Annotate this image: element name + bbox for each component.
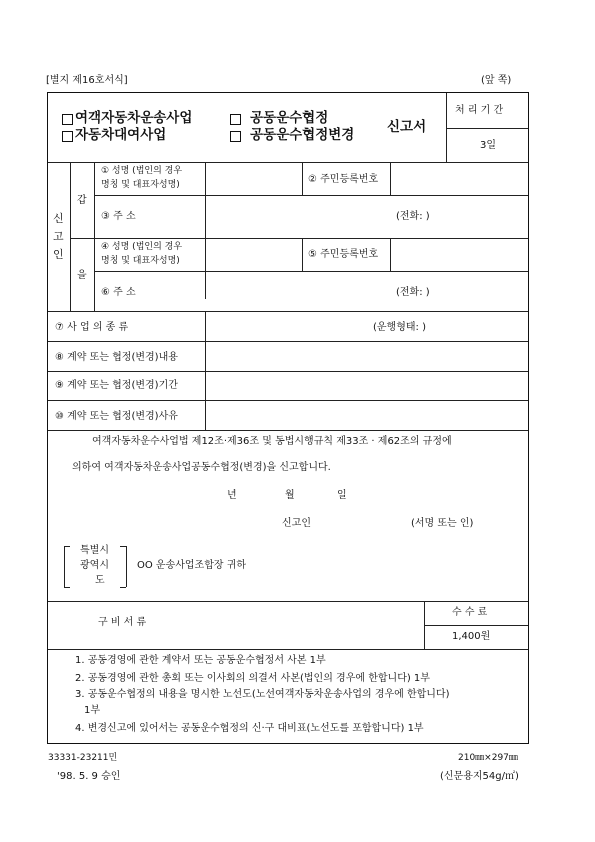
party-a-name-label-2: 명칭 및 대표자성명)	[101, 180, 180, 190]
declaration-line-2: 의하여 여객자동차운송사업공동수협정(변경)을 신고합니다.	[72, 462, 331, 473]
date-month: 월	[285, 490, 295, 501]
processing-period-label: 처 리 기 간	[455, 105, 504, 116]
title-option-car-rental: 자동차대여사업	[75, 127, 167, 143]
contract-period-label: ⑨ 계약 또는 협정(변경)기간	[55, 380, 178, 391]
recipient-region-2: 광역시	[80, 560, 109, 571]
party-a-id-label: ② 주민등록번호	[308, 174, 379, 185]
declaration-line-1: 여객자동차운수사업법 제12조·제36조 및 동법시행규칙 제33조 · 제62조의 규정에	[92, 436, 452, 447]
document-item-3-cont: 1부	[84, 705, 101, 716]
party-b-label: 을	[77, 270, 87, 281]
title-option-passenger-transport: 여객자동차운송사업	[75, 110, 193, 126]
checkbox-joint-agreement[interactable]	[230, 114, 241, 125]
party-b-address-label: ⑥ 주 소	[101, 287, 136, 298]
title-option-joint-agreement-change: 공동운수협정변경	[250, 127, 355, 143]
footer-approval: '98. 5. 9 승인	[57, 771, 121, 782]
recipient-region-1: 특별시	[80, 545, 109, 556]
date-day: 일	[337, 490, 347, 501]
footer-code: 33331-23211민	[48, 753, 118, 763]
document-item-1: 1. 공동경영에 관한 계약서 또는 공동운수협정서 사본 1부	[75, 655, 326, 666]
party-b-id-label: ⑤ 주민등록번호	[308, 249, 379, 260]
document-item-4: 4. 변경신고에 있어서는 공동운수협정의 신·구 대비표(노선도를 포함합니다) 1부	[75, 723, 424, 734]
fee-label: 수 수 료	[452, 607, 488, 618]
processing-period-value: 3일	[480, 140, 497, 151]
party-a-address-label: ③ 주 소	[101, 211, 136, 222]
contract-reason-label: ⑩ 계약 또는 협정(변경)사유	[55, 411, 178, 422]
checkbox-joint-agreement-change[interactable]	[230, 131, 241, 142]
party-b-name-label-2: 명칭 및 대표자성명)	[101, 256, 180, 266]
party-a-name-label-1: ① 성명 (법인의 경우	[101, 166, 183, 176]
document-item-2: 2. 공동경영에 관한 총회 또는 이사회의 의결서 사본(법인의 경우에 한합니다) 1부	[75, 673, 430, 684]
reporter-label-1: 신	[53, 212, 64, 225]
signer-label: 신고인	[282, 518, 311, 529]
contract-content-label: ⑧ 계약 또는 협정(변경)내용	[55, 352, 178, 363]
signer-sign: (서명 또는 인)	[411, 518, 474, 529]
checkbox-car-rental[interactable]	[62, 131, 73, 142]
business-type-label: ⑦ 사 업 의 종 류	[55, 322, 129, 333]
recipient-addressee: OO 운송사업조합장 귀하	[137, 560, 247, 571]
party-a-phone: (전화: )	[396, 211, 430, 222]
recipient-region-3: 도	[95, 575, 105, 586]
title-option-joint-agreement: 공동운수협정	[250, 110, 329, 126]
form-number: [별지 제16호서식]	[46, 75, 128, 86]
reporter-label-3: 인	[53, 248, 64, 261]
footer-paper: (신문용지54g/㎡)	[440, 771, 519, 782]
document-item-3: 3. 공동운수협정의 내용을 명시한 노선도(노선여객자동차운송사업의 경우에 한합니다)	[75, 689, 450, 700]
business-type-value: (운행형태: )	[373, 322, 426, 333]
documents-label: 구 비 서 류	[98, 617, 147, 628]
date-year: 년	[227, 490, 237, 501]
party-b-phone: (전화: )	[396, 287, 430, 298]
party-b-name-label-1: ④ 성명 (법인의 경우	[101, 242, 183, 252]
title-suffix: 신고서	[387, 119, 427, 135]
party-a-label: 갑	[77, 195, 87, 206]
fee-value: 1,400원	[452, 631, 491, 642]
footer-size: 210㎜×297㎜	[458, 753, 518, 763]
checkbox-passenger-transport[interactable]	[62, 114, 73, 125]
reporter-label-2: 고	[53, 230, 64, 243]
page-side: (앞 쪽)	[481, 75, 512, 86]
